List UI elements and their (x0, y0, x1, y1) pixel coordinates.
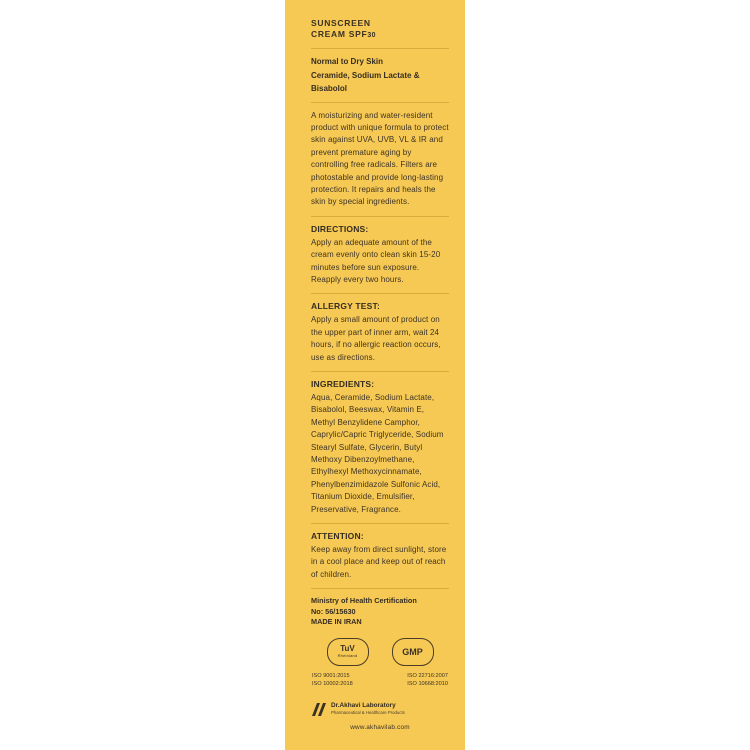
manufacturer-website: www.akhavilab.com (350, 723, 410, 731)
divider-after-attention (311, 588, 449, 589)
gmp-badge (392, 638, 434, 666)
divider-after-directions (311, 293, 449, 294)
section-directions (311, 224, 449, 287)
iso-9001: ISO 9001:2015 (312, 672, 350, 679)
certification-badges (311, 638, 449, 666)
carton-content (285, 0, 465, 750)
product-name-line-1: SUNSCREEN (311, 18, 371, 28)
certification-block (311, 596, 449, 628)
manufacturer-name: Dr.Akhavi Laboratory (331, 702, 396, 710)
attention-heading: ATTENTION: (311, 531, 364, 542)
attention-text: Keep away from direct sunlight, store in a cool place and keep out of reach of children. (311, 545, 447, 579)
tuv-badge (327, 638, 369, 666)
allergy-test-heading: ALLERGY TEST: (311, 301, 381, 312)
ingredients-heading: INGREDIENTS: (311, 379, 375, 389)
akhavi-logo-icon (311, 702, 326, 717)
iso-left-column (312, 672, 353, 688)
section-allergy-test (311, 301, 449, 364)
section-attention (311, 531, 449, 581)
section-ingredients (311, 379, 449, 516)
directions-heading: DIRECTIONS: (311, 223, 369, 234)
subtitle-line-2: Ceramide, Sodium Lactate & (311, 70, 420, 80)
divider-top (311, 48, 449, 49)
product-name-line-2 (311, 29, 449, 41)
carton-panel (285, 0, 465, 750)
manufacturer-tagline: Pharmaceutical & Healthcare Products (331, 710, 405, 716)
gmp-badge-label: GMP (402, 646, 423, 657)
divider-after-subtitle (311, 102, 449, 103)
tuv-badge-sublabel: Rheinland (337, 653, 358, 659)
iso-certifications (311, 672, 449, 688)
ingredients-text: Aqua, Ceramide, Sodium Lactate, Bisabolol, Beeswax, Vitamin E, Methyl Benzylidene Camphor, Caprylic/Capric Triglyceride, Sodium Stearyl Sulfate, Glycerin, Butyl Methoxy Dibenzoylmethane, Ethylhexyl Methoxycinnamate, Phenylbenzimidazole Sulfonic Acid, Titanium Dioxide, Emulsifier, Preservative, Fragrance. (311, 393, 444, 514)
made-in-label: MADE IN IRAN (311, 617, 362, 627)
directions-text: Apply an adequate amount of the cream evenly onto clean skin 15-20 minutes before sun exposure. Reapply every two hours. (311, 237, 441, 284)
divider-after-description (311, 216, 449, 217)
iso-10002: ISO 10002:2018 (312, 680, 353, 687)
certification-line-1: Ministry of Health Certification (311, 596, 417, 606)
tuv-badge-label: TuV (340, 644, 355, 654)
product-description: A moisturizing and water-resident product with unique formula to protect skin against UVA, UVB, VL & IR and prevent premature aging by controlling free radicals. Filters are photostable and provide long-lasting protection. It repairs and heals the skin by special ingredients. (311, 110, 449, 207)
subtitle-line-1: Normal to Dry Skin (311, 57, 384, 66)
allergy-test-text: Apply a small amount of product on the upper part of inner arm, wait 24 hours, if no allergic reaction occurs, use as directions. (311, 315, 441, 362)
spf-value: 30 (367, 32, 376, 39)
divider-after-allergy (311, 371, 449, 372)
manufacturer-block (311, 702, 449, 717)
iso-22716: ISO 22716:2007 (407, 672, 448, 679)
product-type-label: CREAM SPF (311, 29, 368, 39)
manufacturer-text (331, 702, 405, 716)
iso-10668: ISO 10668:2010 (407, 680, 448, 687)
iso-right-column (407, 672, 448, 688)
subtitle-line-3: Bisabolol (311, 84, 348, 93)
certification-line-2: No: 56/15630 (311, 606, 356, 616)
divider-after-ingredients (311, 523, 449, 524)
